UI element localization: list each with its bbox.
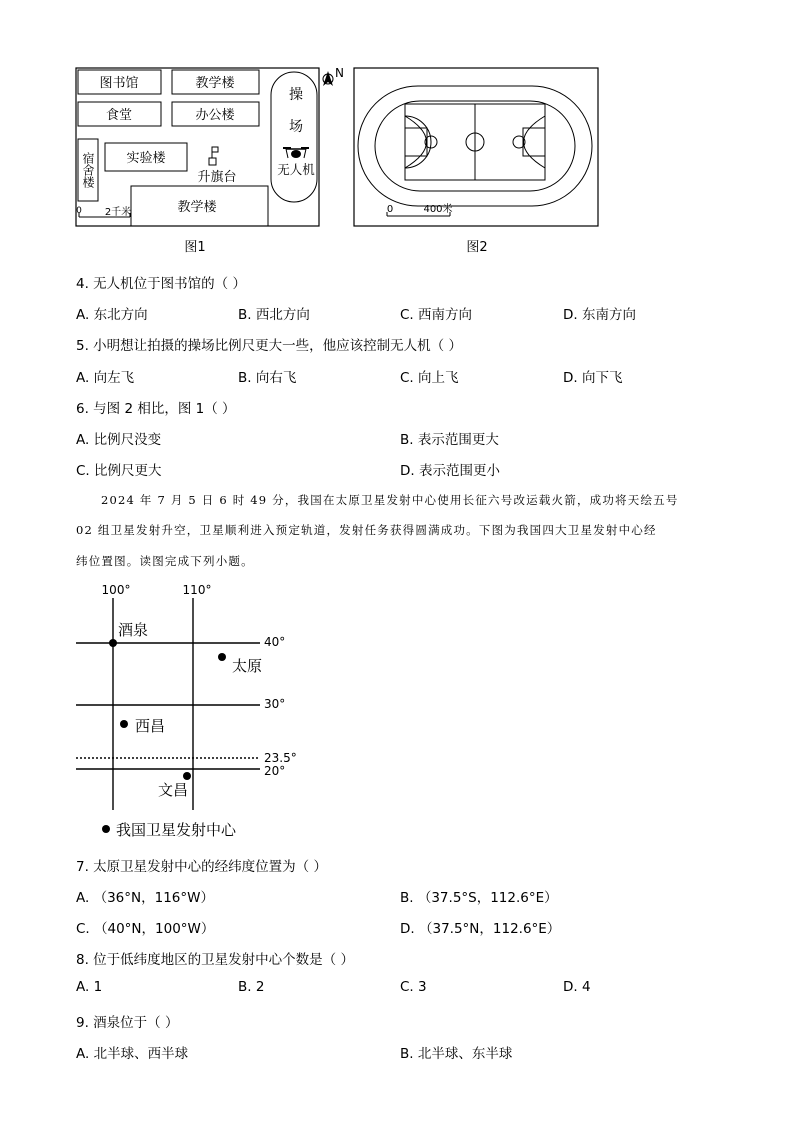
- q6-option-c[interactable]: C. 比例尺更大: [76, 463, 162, 479]
- wenchang-dot: [183, 772, 191, 780]
- q6-option-b[interactable]: B. 表示范围更大: [400, 432, 499, 448]
- dorm-label: 宿舍楼: [81, 152, 95, 188]
- q4-option-a[interactable]: A. 东北方向: [76, 307, 148, 323]
- q6-option-d[interactable]: D. 表示范围更小: [400, 463, 500, 479]
- q9-option-a[interactable]: A. 北半球、西半球: [76, 1046, 189, 1062]
- scale-value-label: 400米: [423, 204, 453, 215]
- question-8-stem: 8. 位于低纬度地区的卫星发射中心个数是（ ）: [76, 952, 354, 968]
- passage-line-2: 02 组卫星发射升空，卫星顺利进入预定轨道，发射任务获得圆满成功。下图为我国四大卫星发射中心经: [76, 523, 657, 537]
- q4-option-b[interactable]: B. 西北方向: [238, 307, 310, 323]
- canteen-label: 食堂: [105, 108, 133, 123]
- q4-option-c[interactable]: C. 西南方向: [400, 307, 473, 323]
- scale-zero-label: 0: [76, 206, 82, 216]
- question-7-stem: 7. 太原卫星发射中心的经纬度位置为（ ）: [76, 859, 327, 875]
- question-6-stem: 6. 与图 2 相比，图 1（ ）: [76, 401, 236, 417]
- q7-option-c[interactable]: C. （40°N，100°W）: [76, 921, 215, 937]
- q8-option-c[interactable]: C. 3: [400, 979, 427, 995]
- q7-option-a[interactable]: A. （36°N，116°W）: [76, 890, 214, 906]
- jiuquan-dot: [109, 639, 117, 647]
- drone-label: 无人机: [277, 162, 315, 177]
- q8-option-a[interactable]: A. 1: [76, 979, 103, 995]
- lab-label: 实验楼: [126, 151, 166, 166]
- lat-30-label: 30°: [264, 697, 286, 711]
- lon-110-label: 110°: [182, 583, 212, 597]
- office-label: 办公楼: [195, 108, 235, 123]
- q6-option-a[interactable]: A. 比例尺没变: [76, 432, 162, 448]
- teaching-top-label: 教学楼: [195, 76, 235, 91]
- q5-option-a[interactable]: A. 向左飞: [76, 370, 135, 386]
- figure-2-caption: 图2: [466, 240, 488, 255]
- lat-20-label: 20°: [264, 764, 286, 778]
- taiyuan-dot: [218, 653, 226, 661]
- q7-option-b[interactable]: B. （37.5°S，112.6°E）: [400, 890, 558, 906]
- teaching-bottom-label: 教学楼: [177, 200, 217, 215]
- passage-line-1: 2024 年 7 月 5 日 6 时 49 分，我国在太原卫星发射中心使用长征六号改运载火箭，成功将天绘五号: [101, 493, 679, 507]
- q8-option-d[interactable]: D. 4: [563, 979, 591, 995]
- q8-option-b[interactable]: B. 2: [238, 979, 265, 995]
- xichang-label: 西昌: [135, 717, 166, 735]
- lat-23-5-label: 23.5°: [264, 751, 297, 765]
- q5-option-d[interactable]: D. 向下飞: [563, 370, 623, 386]
- q7-option-d[interactable]: D. （37.5°N，112.6°E）: [400, 921, 561, 937]
- lon-100-label: 100°: [101, 583, 131, 597]
- wenchang-label: 文昌: [158, 781, 189, 799]
- lat-40-label: 40°: [264, 635, 286, 649]
- question-5-stem: 5. 小明想让拍摄的操场比例尺更大一些，他应该控制无人机（ ）: [76, 338, 462, 354]
- legend-label: 我国卫星发射中心: [116, 821, 237, 839]
- scale-value-label: 2千米: [104, 207, 132, 218]
- scale-zero-label: 0: [386, 204, 394, 215]
- figure-1-caption: 图1: [184, 240, 206, 255]
- taiyuan-label: 太原: [232, 657, 263, 675]
- q9-option-b[interactable]: B. 北半球、东半球: [400, 1046, 513, 1062]
- q4-option-d[interactable]: D. 东南方向: [563, 307, 636, 323]
- north-label: N: [335, 66, 344, 80]
- xichang-dot: [120, 720, 128, 728]
- passage-line-3: 纬位置图。读图完成下列小题。: [76, 554, 254, 568]
- question-9-stem: 9. 酒泉位于（ ）: [76, 1015, 179, 1031]
- flag-label: 升旗台: [197, 170, 237, 185]
- q5-option-b[interactable]: B. 向右飞: [238, 370, 297, 386]
- question-4-stem: 4. 无人机位于图书馆的（ ）: [76, 276, 246, 292]
- legend-dot-icon: [102, 825, 110, 833]
- library-label: 图书馆: [99, 76, 139, 91]
- playground-label-1: 操: [289, 87, 303, 103]
- q5-option-c[interactable]: C. 向上飞: [400, 370, 459, 386]
- jiuquan-label: 酒泉: [118, 621, 149, 639]
- launch-center-map: [0, 0, 320, 850]
- playground-label-2: 场: [289, 119, 303, 135]
